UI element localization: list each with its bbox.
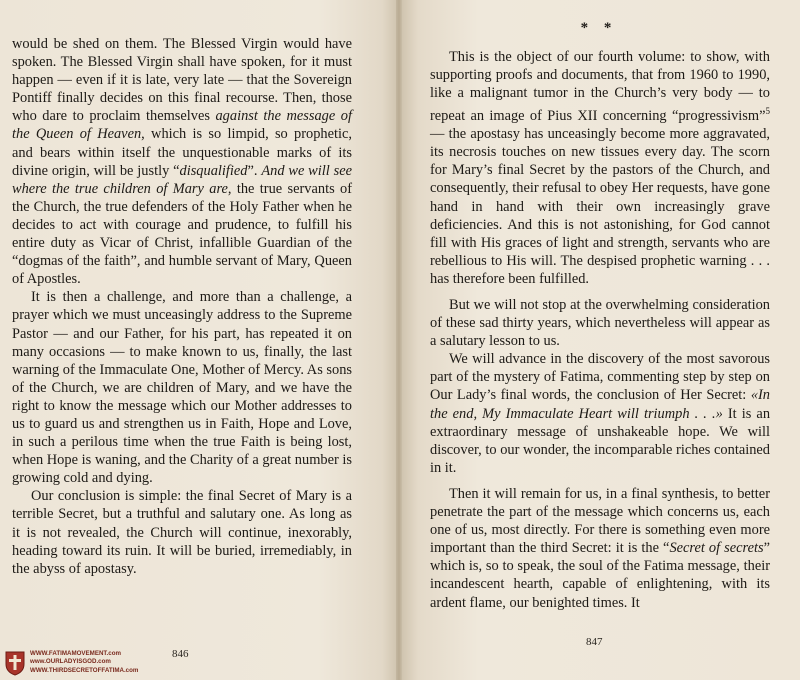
left-page-number: 846 [172, 648, 189, 660]
text-run: would be shed on them. The Blessed Virgin would have spoken. The Blessed Virgin shall have spoken, for it must happen — even if it is late, very late — that the Sovereign Pontiff finally decides on this final recourse. Then, those who dare to proclaim themselves [12, 36, 352, 125]
text-run: We will advance in the discovery of the most savorous part of the mystery of Fatima, commenting step by step on Our Lady’s final words, the conclusion of Her Secret: [430, 351, 770, 404]
text-run: This is the object of our fourth volume: to show, with supporting proofs and documents, that from 1960 to 1990, like a malignant tumor in the Church’s very body — to repeat an image of Pius XII concerning “progressivism” [430, 49, 770, 125]
footer-url-third-secret[interactable]: WWW.THIRDSECRETOFFATIMA.com [30, 666, 139, 674]
right-page-text [430, 48, 770, 612]
paragraph [430, 350, 770, 477]
italic-run: «In the end, My Immaculate Heart will triumph . . .» [430, 387, 770, 422]
fatima-movement-logo-icon [4, 650, 26, 676]
text-run: — the apostasy has unceasingly become more aggravated, its necrosis touches on new tissues every day. The scorn for Mary’s final Secret by the pastors of the Church, and consequently, their refusal to obey Her requests, have gone hand in hand with their own increasingly grave deficiencies. And this is not astonishing, for God cannot fill with His graces of light and strength, servants who are rebellious to His will. The despised prophetic warning . . . has therefore been fulfilled. [430, 126, 770, 287]
footer-url-fatima-movement[interactable]: WWW.FATIMAMOVEMENT.com [30, 650, 121, 657]
right-page [398, 0, 800, 680]
footer-urls [30, 650, 138, 675]
left-page-text [12, 35, 352, 578]
paragraph [12, 35, 352, 288]
footnote-ref[interactable]: 5 [765, 106, 770, 117]
italic-run: disqualified [179, 162, 248, 179]
italic-run: And we will see where the true children of Mary are [12, 162, 352, 197]
book-gutter [396, 0, 402, 680]
text-run: Then it will remain for us, in a final synthesis, to better penetrate the part of the message which concerns us, each one of us, most directly. For there is something even more important than the third Secret: it is the “ [430, 485, 770, 557]
section-mark: * * [580, 20, 618, 36]
text-run: But we will not stop at the overwhelming consideration of these sad thirty years, which nevertheless will appear as a salutary lesson to us. [430, 297, 770, 350]
text-run: ” which is, so to speak, the soul of the Fatima message, their incandescent hearth, capable of enlightening, with its ardent flame, our benighted times. It [430, 540, 770, 611]
footer-url-our-lady[interactable]: www.OURLADYISGOD.com [30, 658, 111, 666]
text-run: ”. [247, 162, 262, 179]
left-page [0, 0, 398, 680]
text-run: Our conclusion is simple: the final Secret of Mary is a terrible Secret, but a truthful and salutary one. As long as it is not revealed, the Church will continue, inexorably, heading toward its ruin. It will be buried, irremediably, in the abyss of apostasy. [12, 488, 352, 577]
text-run: , which is so limpid, so prophetic, and bears within itself the unquestionable marks of its divine origin, will be justly “ [12, 126, 352, 179]
paragraph [430, 296, 770, 350]
right-page-number: 847 [586, 636, 603, 648]
italic-run: against the message of the Queen of Heaven [12, 108, 352, 143]
paragraph [12, 487, 352, 577]
paragraph [12, 288, 352, 487]
italic-run: Secret of secrets [669, 540, 764, 557]
text-run: It is an extraordinary message of unshakeable hope. We will discover, to our wonder, the incomparable riches contained in it. [430, 405, 771, 476]
text-run: , the true servants of the Church, the true defenders of the Holy Father when he decides to act with courage and prudence, to fulfill his entire duty as Vicar of Christ, infallible Guardian of the “dogmas of the faith”, and humble servant of Mary, Queen of Apostles. [12, 180, 353, 288]
text-run: It is then a challenge, and more than a challenge, a prayer which we must unceasingly address to the Supreme Pastor — and our Father, for his part, has repeated it on many occasions — to make known to us, finally, the last warning of the Immaculate One, Mother of Mercy. As sons of the Church, we are children of Mary, and we have the right to know the message which our Mother addresses to us to guard us and strengthen us in Faith, Hope and Love, in such a perilous time when the true Faith is being lost, when Hope is waning, and the Charity of a great number is growing cold and dying. [12, 289, 352, 487]
paragraph [430, 485, 770, 612]
paragraph [430, 48, 770, 288]
